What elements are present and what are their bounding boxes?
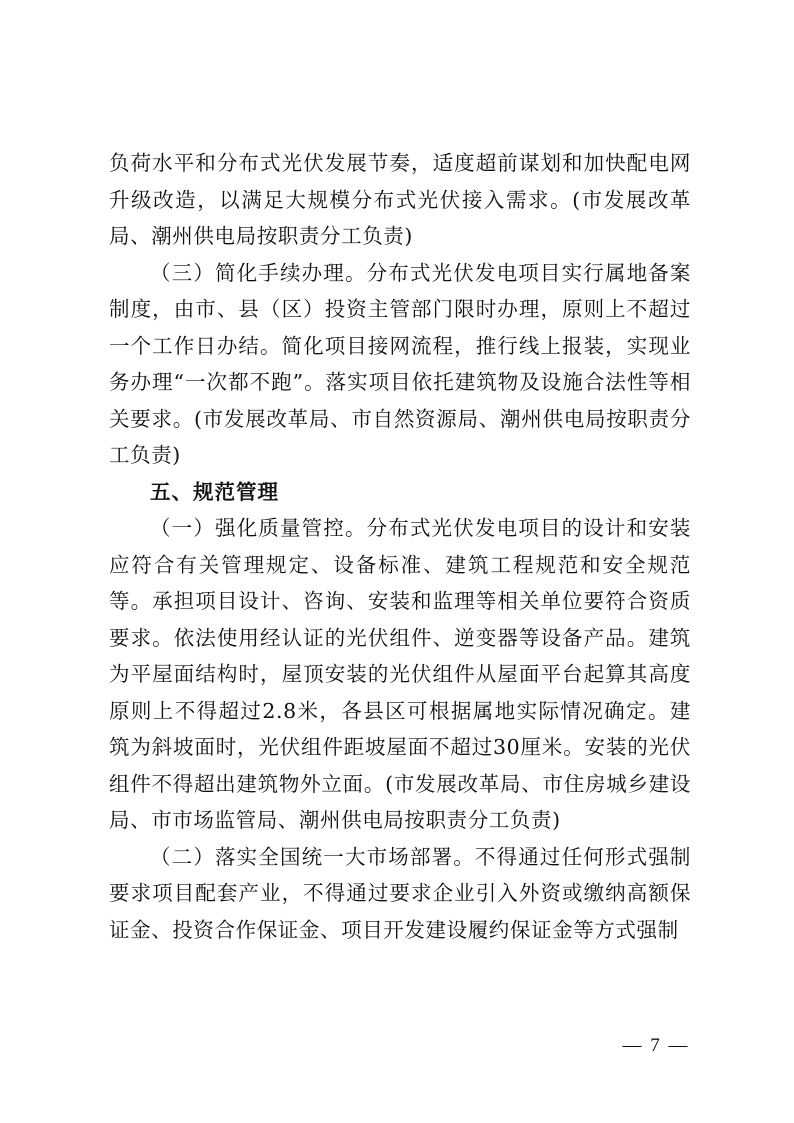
paragraph-quality-control: （一）强化质量管控。分布式光伏发电项目的设计和安装应符合有关管理规定、设备标准、建筑工程规范和安全规范等。承担项目设计、咨询、安装和监理等相关单位要符合资质要求。依法使用经认证的光伏组件、逆变器等设备产品。建筑为平屋面结构时，屋顶安装的光伏组件从屋面平台起算其高度原则上不得超过2.8米，各县区可根据属地实际情况确定。建筑为斜坡面时，光伏组件距坡屋面不超过30厘米。安装的光伏组件不得超出建筑物外立面。(市发展改革局、市住房城乡建设局、市市场监管局、潮州供电局按职责分工负责) (109, 516, 691, 832)
document-body (109, 145, 691, 948)
paragraph-simplify-procedures: （三）简化手续办理。分布式光伏发电项目实行属地备案制度，由市、县（区）投资主管部门限时办理，原则上不超过一个工作日办结。简化项目接网流程，推行线上报装，实现业务办理“一次都不跑”。落实项目依托建筑物及设施合法性等相关要求。(市发展改革局、市自然资源局、潮州供电局按职责分工负责) (109, 260, 691, 467)
paragraph-unified-market: （二）落实全国统一大市场部署。不得通过任何形式强制要求项目配套产业，不得通过要求企业引入外资或缴纳高额保证金、投资合作保证金、项目开发建设履约保证金等方式强制 (109, 844, 691, 942)
section-heading-standardized-management: 五、规范管理 (150, 479, 279, 504)
paragraph-continued: 负荷水平和分布式光伏发展节奏，适度超前谋划和加快配电网升级改造，以满足大规模分布式光伏接入需求。(市发展改革局、潮州供电局按职责分工负责) (109, 151, 691, 248)
page-number: — 7 — (622, 1035, 690, 1056)
